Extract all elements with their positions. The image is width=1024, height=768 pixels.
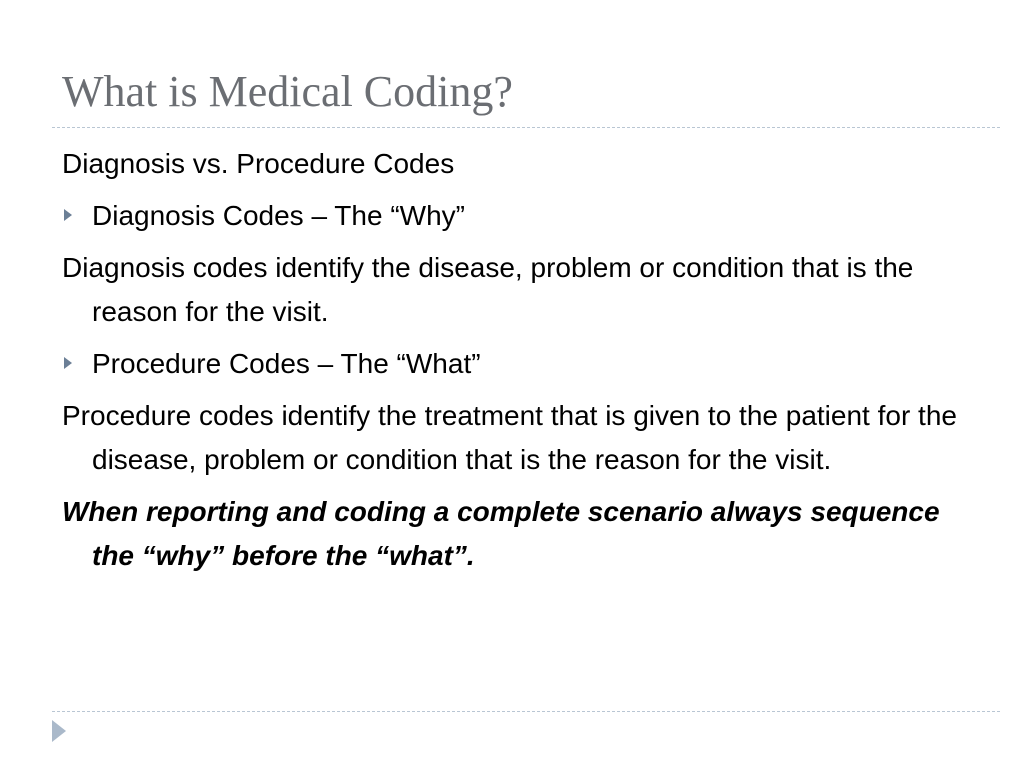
slide-title: What is Medical Coding?	[62, 67, 513, 116]
bullet-label: Procedure Codes – The “What”	[92, 348, 481, 379]
bullet-label: Diagnosis Codes – The “Why”	[92, 200, 465, 231]
procedure-description: Procedure codes identify the treatment that is given to the patient for the disease, problem or condition that is the reason for the visit.	[62, 400, 957, 475]
next-slide-arrow-icon[interactable]	[52, 720, 66, 742]
bullet-procedure-codes	[62, 342, 982, 386]
triangle-bullet-icon	[64, 209, 72, 221]
footer-divider	[52, 711, 1000, 712]
diagnosis-description: Diagnosis codes identify the disease, problem or condition that is the reason for the visit.	[62, 252, 914, 327]
section-heading: Diagnosis vs. Procedure Codes	[62, 148, 455, 179]
slide-body	[62, 142, 982, 586]
bullet-diagnosis-codes	[62, 194, 982, 238]
triangle-bullet-icon	[64, 357, 72, 369]
emphasis-note: When reporting and coding a complete scenario always sequence the “why” before the “what”.	[62, 496, 940, 571]
title-divider	[52, 127, 1000, 128]
